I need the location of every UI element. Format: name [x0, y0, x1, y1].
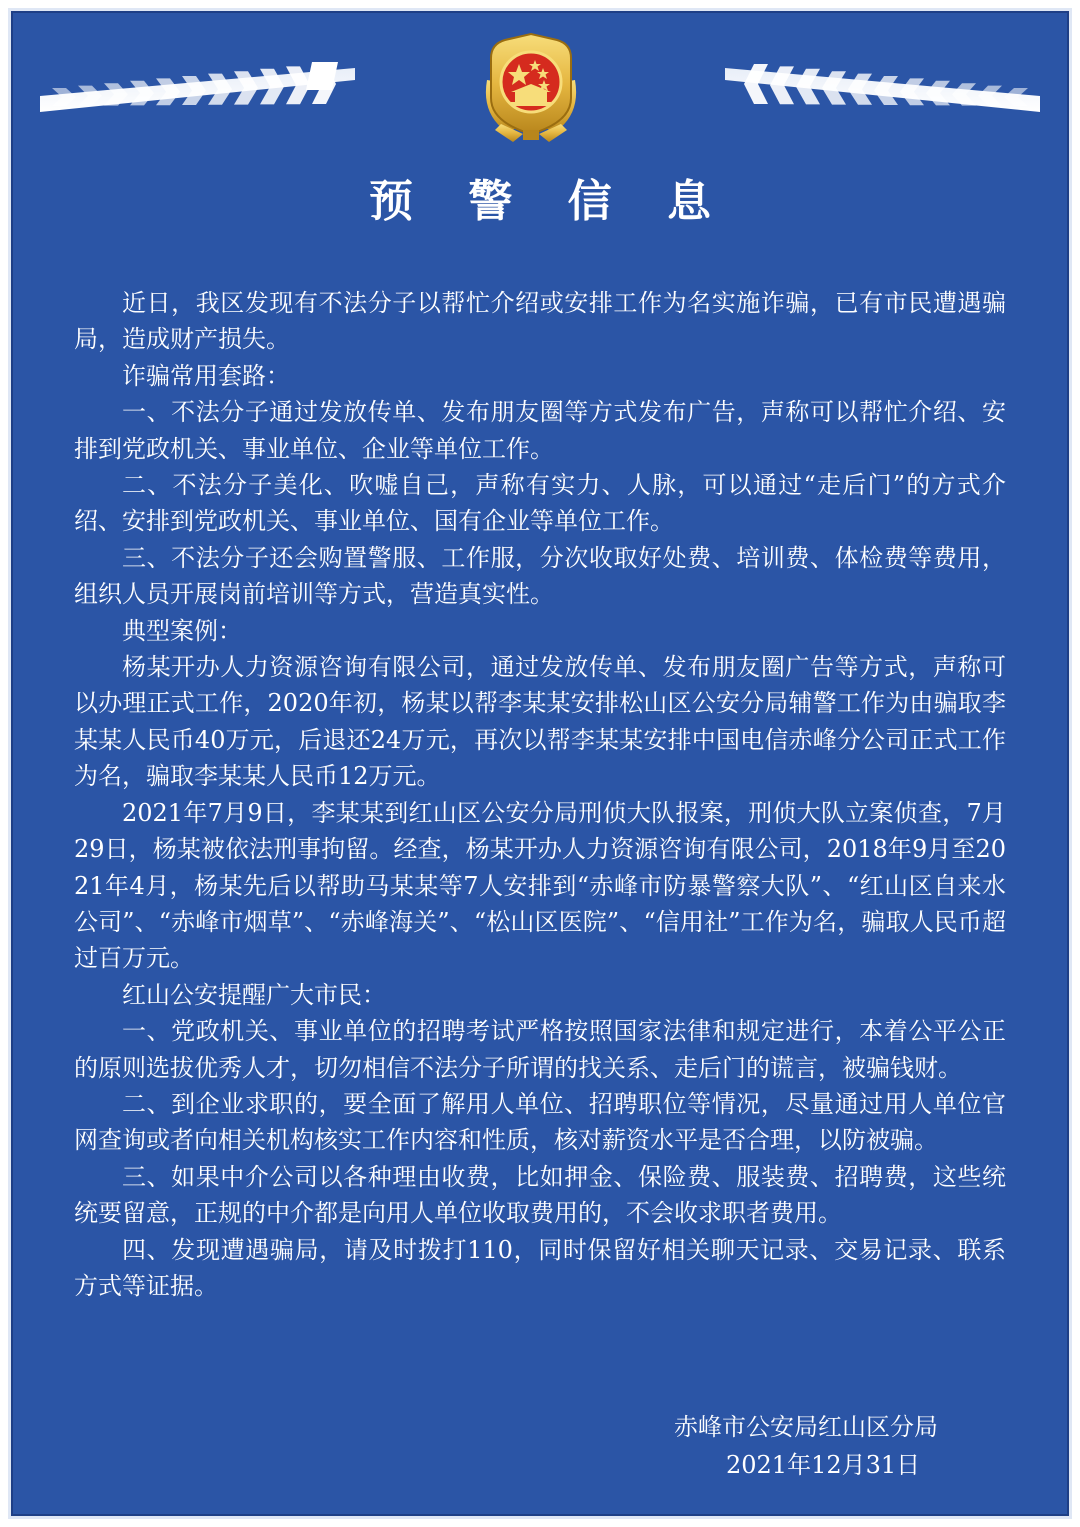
header-band [0, 0, 1080, 160]
notice-paragraph: 2021年7月9日，李某某到红山区公安分局刑侦大队报案，刑侦大队立案侦查，7月29日，杨某被依法刑事拘留。经查，杨某开办人力资源咨询有限公司，2018年9月至2021年4月，杨某先后以帮助马某某等7人安排到“赤峰市防暴警察大队”、“红山区自来水公司”、“赤峰市烟草”、“赤峰海关”、“松山区医院”、“信用社”工作为名，骗取人民币超过百万元。 [74, 798, 1006, 973]
notice-paragraph: 诈骗常用套路： [122, 361, 290, 390]
notice-paragraph: 二、到企业求职的，要全面了解用人单位、招聘职位等情况，尽量通过用人单位官网查询或者向相关机构核实工作内容和性质，核对薪资水平是否合理，以防被骗。 [74, 1089, 1006, 1155]
wing-stripes-left [40, 62, 355, 112]
issuing-organization: 赤峰市公安局红山区分局 [674, 1413, 938, 1441]
police-emblem-icon [486, 34, 576, 142]
notice-paragraph: 一、党政机关、事业单位的招聘考试严格按照国家法律和规定进行，本着公平公正的原则选拔优秀人才，切勿相信不法分子所谓的找关系、走后门的谎言，被骗钱财。 [74, 1017, 1006, 1082]
issue-date: 2021年12月31日 [726, 1451, 921, 1479]
notice-paragraph: 杨某开办人力资源咨询有限公司，通过发放传单、发布朋友圈广告等方式，声称可以办理正式工作，2020年初，杨某以帮李某某安排松山区公安分局辅警工作为由骗取李某某人民币40万元，后退还24万元，再次以帮李某某安排中国电信赤峰分公司正式工作为名，骗取李某某人民币12万元。 [74, 653, 1006, 791]
page-title: 预 警 信 息 [369, 176, 731, 227]
notice-paragraph: 红山公安提醒广大市民： [122, 980, 386, 1009]
notice-paragraph: 二、不法分子美化、吹嘘自己，声称有实力、人脉，可以通过“走后门”的方式介绍、安排到党政机关、事业单位、国有企业等单位工作。 [74, 471, 1006, 536]
notice-paragraph: 近日，我区发现有不法分子以帮忙介绍或安排工作为名实施诈骗，已有市民遭遇骗局，造成财产损失。 [74, 289, 1006, 354]
notice-body [74, 285, 1006, 1304]
notice-paragraph: 一、不法分子通过发放传单、发布朋友圈等方式发布广告，声称可以帮忙介绍、安排到党政机关、事业单位、企业等单位工作。 [74, 398, 1006, 463]
wing-stripes-right [725, 64, 1040, 112]
notice-paragraph: 三、不法分子还会购置警服、工作服，分次收取好处费、培训费、体检费等费用，组织人员开展岗前培训等方式，营造真实性。 [74, 543, 1006, 609]
notice-paragraph: 四、发现遭遇骗局，请及时拨打110，同时保留好相关聊天记录、交易记录、联系方式等证据。 [74, 1235, 1006, 1300]
notice-paragraph: 典型案例： [122, 616, 242, 645]
notice-paragraph: 三、如果中介公司以各种理由收费，比如押金、保险费、服装费、招聘费，这些统统要留意，正规的中介都是向用人单位收取费用的，不会收求职者费用。 [74, 1162, 1006, 1228]
